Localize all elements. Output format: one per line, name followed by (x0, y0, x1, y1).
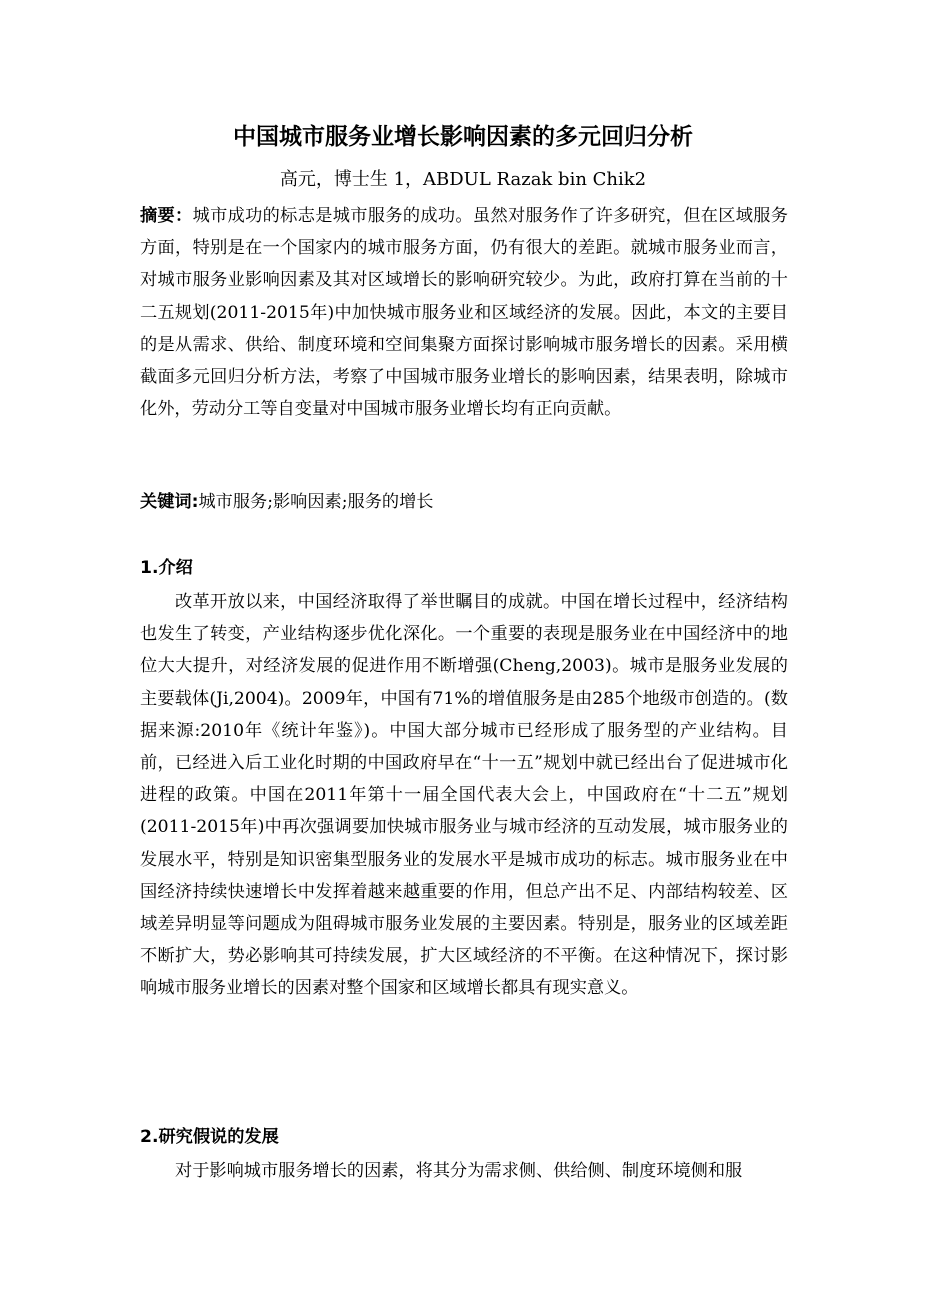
introduction-paragraph: 改革开放以来，中国经济取得了举世瞩目的成就。中国在增长过程中，经济结构也发生了转变，产业结构逐步优化深化。一个重要的表现是服务业在中国经济中的地位大大提升，对经济发展的促进作用不断增强(Cheng,2003)。城市是服务业发展的主要载体(Ji,2004)。2009年，中国有71%的增值服务是由285个地级市创造的。(数据来源:2010年《统计年鉴》)。中国大部分城市已经形成了服务型的产业结构。目前，已经进入后工业化时期的中国政府早在“十一五”规划中就已经出台了促进城市化进程的政策。中国在2011年第十一届全国代表大会上，中国政府在“十二五”规划(2011-2015年)中再次强调要加快城市服务业与城市经济的互动发展，城市服务业的发展水平，特别是知识密集型服务业的发展水平是城市成功的标志。城市服务业在中国经济持续快速增长中发挥着越来越重要的作用，但总产出不足、内部结构较差、区域差异明显等问题成为阻碍城市服务业发展的主要因素。特别是，服务业的区域差距不断扩大，势必影响其可持续发展，扩大区域经济的不平衡。在这种情况下，探讨影响城市服务业增长的因素对整个国家和区域增长都具有现实意义。 (140, 592, 788, 999)
section-heading-introduction: 1.介绍 (140, 558, 193, 578)
abstract-label: 摘要： (140, 206, 193, 226)
keywords-line (140, 486, 788, 518)
keywords-text: 城市服务;影响因素;服务的增长 (198, 492, 434, 512)
abstract-paragraph (140, 200, 788, 425)
author-line: 高元，博士生 1，ABDUL Razak bin Chik2 (279, 169, 647, 190)
keywords-label: 关键词: (140, 492, 199, 512)
hypotheses-paragraph: 对于影响城市服务增长的因素，将其分为需求侧、供给侧、制度环境侧和服 (175, 1161, 743, 1181)
section-heading-hypotheses: 2.研究假说的发展 (140, 1127, 279, 1147)
paper-title: 中国城市服务业增长影响因素的多元回归分析 (233, 124, 693, 150)
abstract-text: 城市成功的标志是城市服务的成功。虽然对服务作了许多研究，但在区域服务方面，特别是在一个国家内的城市服务方面，仍有很大的差距。就城市服务业而言，对城市服务业影响因素及其对区域增长的影响研究较少。为此，政府打算在当前的十二五规划(2011-2015年)中加快城市服务业和区域经济的发展。因此，本文的主要目的是从需求、供给、制度环境和空间集聚方面探讨影响城市服务增长的因素。采用横截面多元回归分析方法，考察了中国城市服务业增长的影响因素，结果表明，除城市化外，劳动分工等自变量对中国城市服务业增长均有正向贡献。 (140, 206, 788, 420)
